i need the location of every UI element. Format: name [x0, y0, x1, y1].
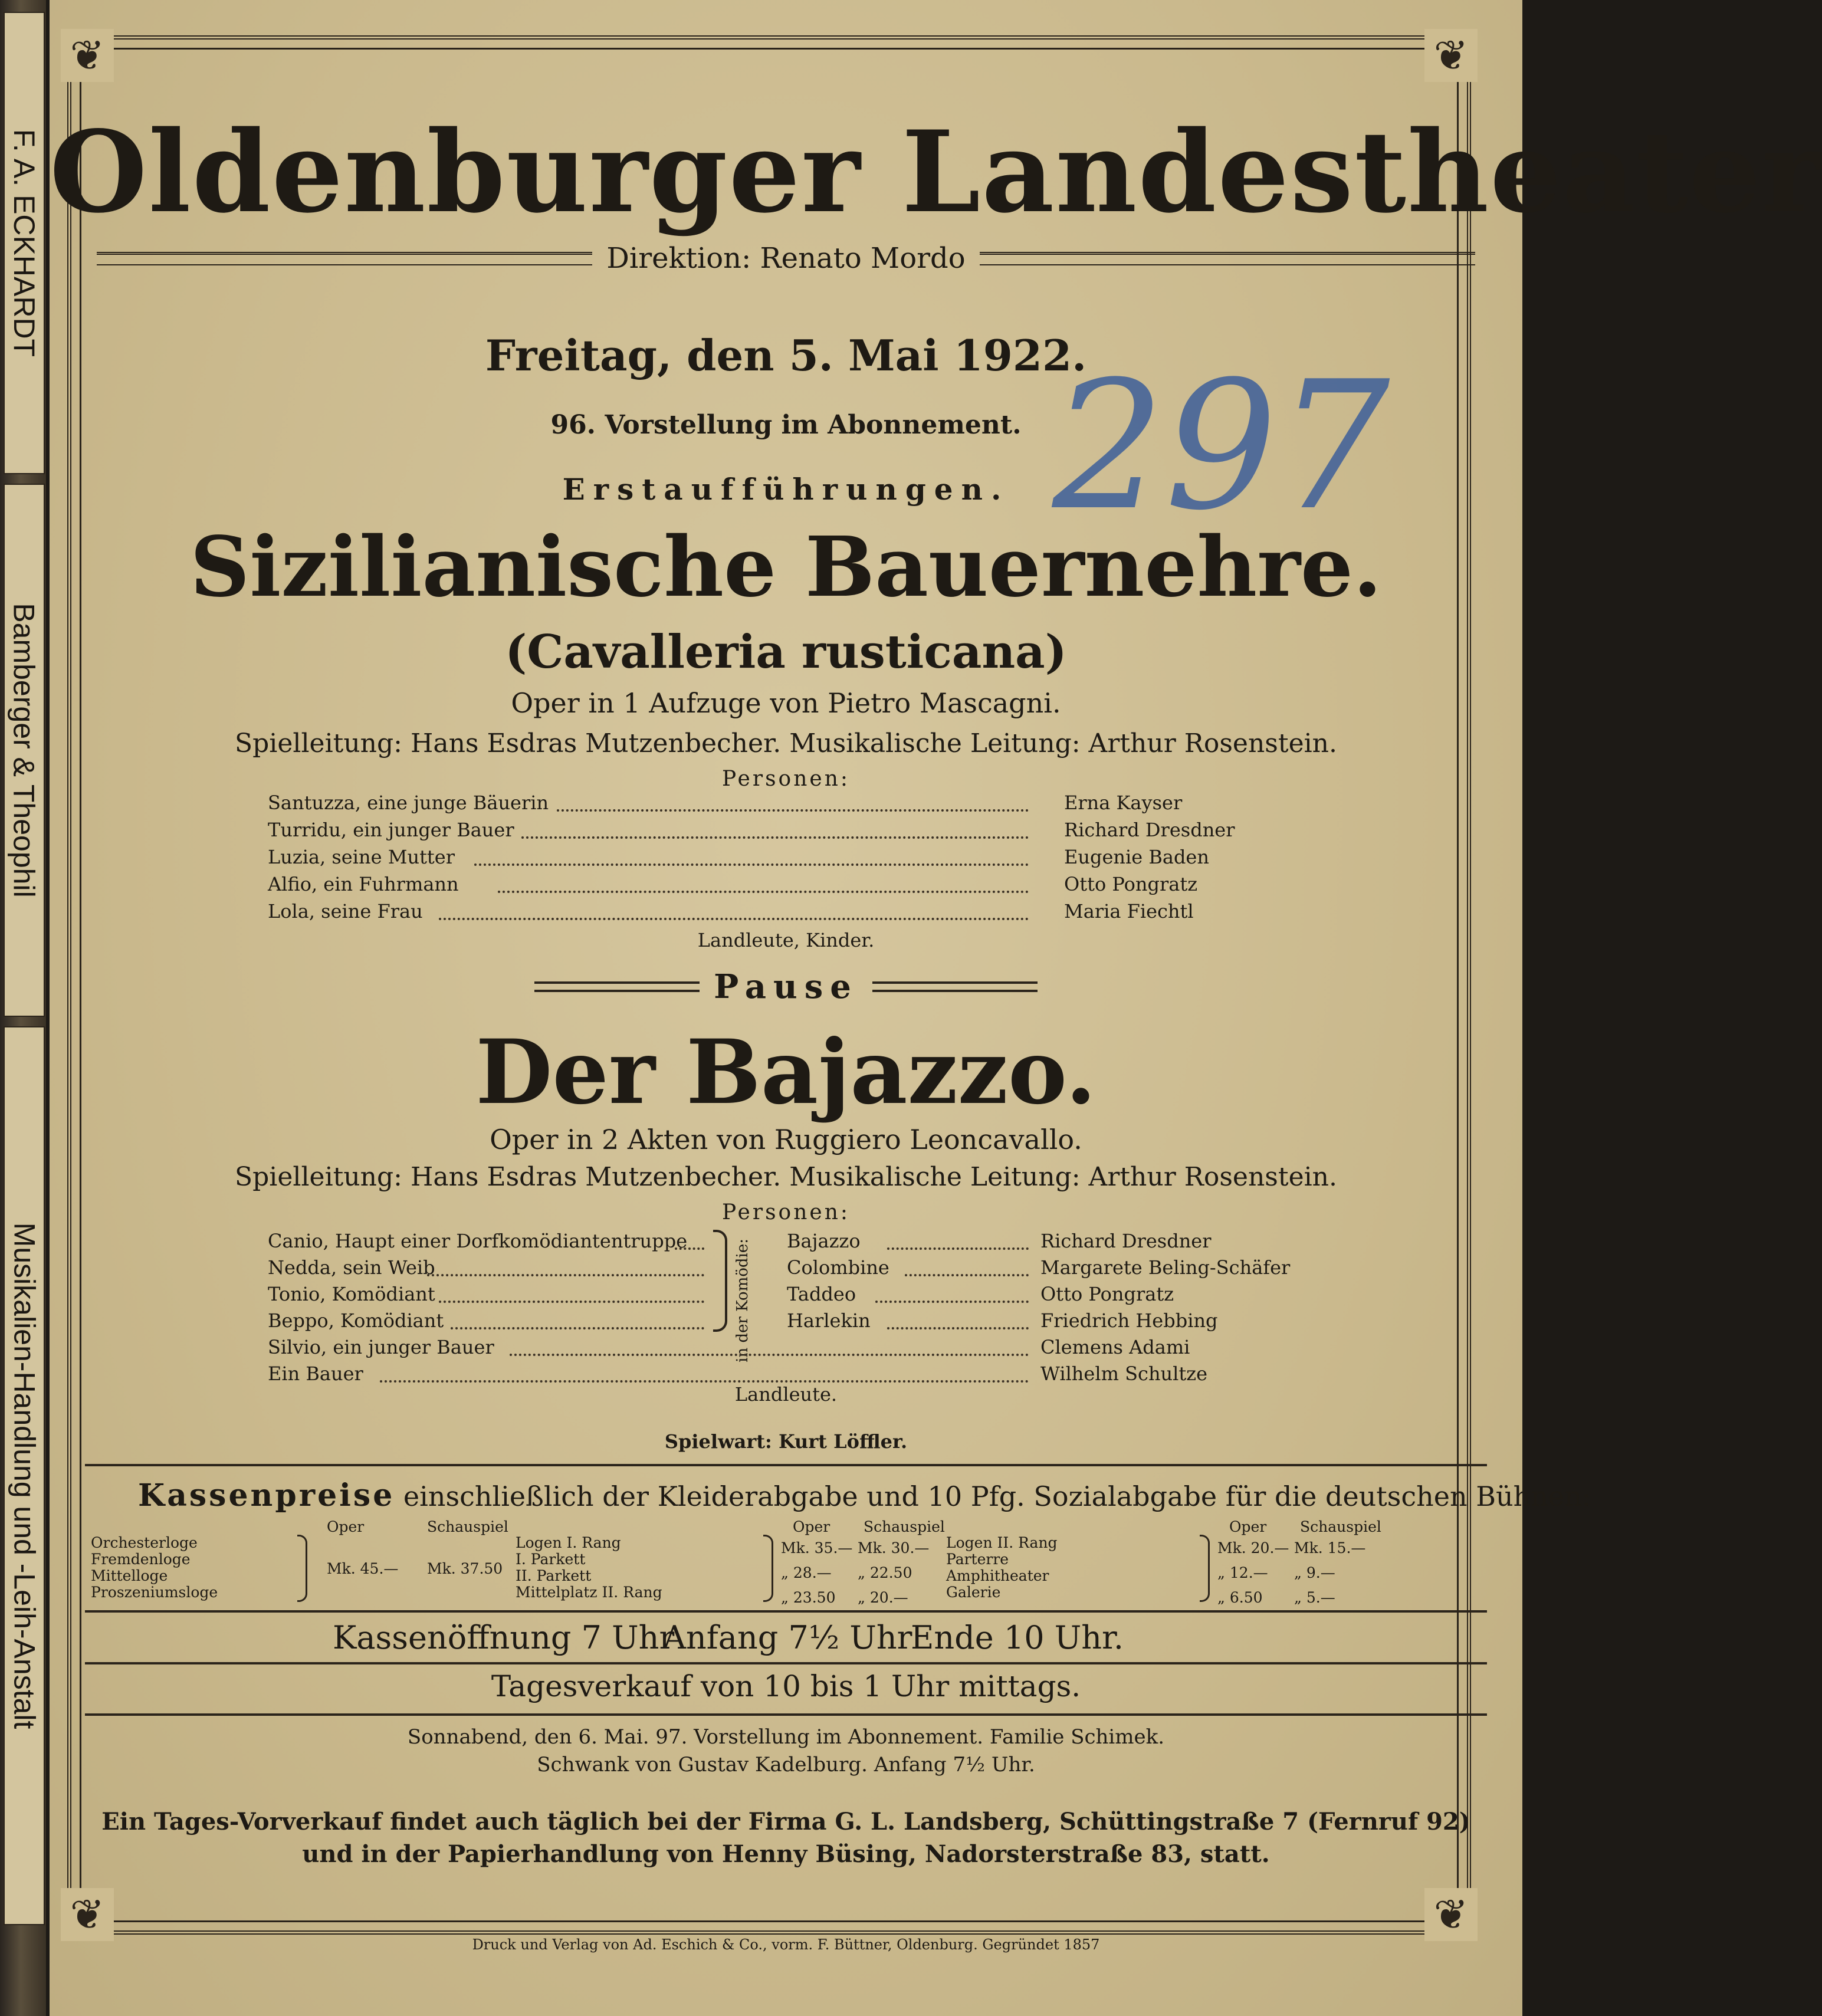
spine-label-bamberger: Bamberger & Theophil [4, 484, 45, 1017]
play1-cast-role: Santuzza, eine junge Bäuerin [268, 792, 549, 814]
leader-dots [510, 1354, 1029, 1356]
flourish-left [97, 252, 592, 265]
leader-dots [439, 1301, 704, 1303]
play2-cast-actor: Clemens Adami [1040, 1336, 1190, 1358]
play2-cast-character: Harlekin [787, 1309, 871, 1332]
erstauffuehrungen: Erstaufführungen. [562, 472, 1010, 507]
playbill-content [50, 0, 1822, 2016]
vorverkauf-line2: und in der Papierhandlung von Henny Büsing, Nadorsterstraße 83, statt. [302, 1840, 1270, 1868]
corner-ornament-icon: ❦ [1424, 29, 1478, 82]
play1-subtitle: (Cavalleria rusticana) [505, 625, 1067, 679]
pause-label: Pause [714, 967, 858, 1006]
leader-dots [887, 1247, 1029, 1250]
play2-cast-actor: Margarete Beling-Schäfer [1040, 1256, 1291, 1279]
play2-cast-role: Canio, Haupt einer Dorfkomödiantentruppe [268, 1230, 688, 1252]
price-col-oper: Oper [1229, 1518, 1267, 1535]
play1-title: Sizilianische Bauernehre. [190, 519, 1382, 616]
play2-cast-character: Taddeo [787, 1283, 856, 1305]
performance-date: Freitag, den 5. Mai 1922. [485, 330, 1087, 380]
spine-label-eckhardt: F. A. ECKHARDT [4, 12, 45, 474]
price-col-schauspiel: Schauspiel [864, 1518, 945, 1535]
play1-cast-role: Turridu, ein junger Bauer [268, 819, 514, 841]
play2-cast-role: Silvio, ein junger Bauer [268, 1336, 494, 1358]
play2-cast-actor: Otto Pongratz [1040, 1283, 1174, 1305]
prices-heading-bold: Kassenpreise [138, 1477, 395, 1513]
pause-line-right [872, 981, 1038, 992]
tagesverkauf: Tagesverkauf von 10 bis 1 Uhr mittags. [491, 1669, 1081, 1703]
leader-dots [427, 1274, 704, 1276]
anfang-time: Anfang 7½ Uhr [663, 1619, 912, 1656]
direktion-text: Direktion: Renato Mordo [606, 242, 966, 275]
price-value: Mk. 45.— [327, 1560, 399, 1577]
spielwart: Spielwart: Kurt Löffler. [664, 1430, 908, 1453]
play2-opera-info: Oper in 2 Akten von Ruggiero Leoncavallo. [490, 1124, 1082, 1155]
play2-cast-actor: Richard Dresdner [1040, 1230, 1212, 1252]
direktion-row [97, 242, 1475, 275]
price-values-schauspiel: Mk. 15.— „ 9.— „ 5.— [1294, 1539, 1366, 1606]
price-group-3-seats: Logen II. Rang Parterre Amphitheater Galerie [946, 1534, 1058, 1601]
next-performance-line2: Schwank von Gustav Kadelburg. Anfang 7½ Uhr. [537, 1753, 1035, 1777]
pause-divider [50, 967, 1522, 1006]
leader-dots [905, 1274, 1029, 1276]
price-value: Mk. 37.50 [427, 1560, 503, 1577]
spine-label-musikalien: Musikalien-Handlung und -Leih-Anstalt [4, 1026, 45, 1925]
play2-cast-role: Beppo, Komödiant [268, 1309, 444, 1332]
leader-dots [498, 891, 1029, 893]
play2-cast-role: Tonio, Komödiant [268, 1283, 435, 1305]
prices-heading [138, 1477, 1591, 1513]
play2-cast-character: Bajazzo [787, 1230, 861, 1252]
price-group-2-seats: Logen I. Rang I. Parkett II. Parkett Mittelplatz II. Rang [516, 1534, 662, 1601]
price-col-schauspiel: Schauspiel [427, 1518, 508, 1535]
play1-cast-role: Alfio, ein Fuhrmann [268, 873, 459, 895]
price-col-oper: Oper [327, 1518, 365, 1535]
price-group-1-seats: Orchesterloge Fremdenloge Mittelloge Proszeniumsloge [91, 1534, 218, 1601]
printer-imprint: Druck und Verlag von Ad. Eschich & Co., vorm. F. Büttner, Oldenburg. Gegründet 1857 [472, 1936, 1100, 1953]
corner-ornament-icon: ❦ [61, 29, 114, 82]
play2-cast-role: Nedda, sein Weib [268, 1256, 435, 1279]
divider-rule [85, 1662, 1487, 1664]
in-der-komoedie-label: in der Komödie: [734, 1239, 751, 1362]
play2-personen-label: Personen: [721, 1200, 851, 1224]
next-performance-line1: Sonnabend, den 6. Mai. 97. Vorstellung im Abonnement. Familie Schimek. [407, 1725, 1165, 1749]
handwritten-number-text: 297 [1052, 343, 1390, 549]
divider-rule [85, 1610, 1487, 1613]
play2-cast-role: Ein Bauer [268, 1362, 363, 1385]
pause-line-left [534, 981, 700, 992]
divider-rule [85, 1464, 1487, 1466]
ende-time: Ende 10 Uhr. [911, 1619, 1124, 1656]
price-values-schauspiel: Mk. 30.— „ 22.50 „ 20.— [858, 1539, 930, 1606]
price-col-schauspiel: Schauspiel [1300, 1518, 1381, 1535]
price-brace [763, 1535, 773, 1602]
kassenoeffnung: Kassenöffnung 7 Uhr [333, 1619, 675, 1656]
play1-leitung: Spielleitung: Hans Esdras Mutzenbecher. Musikalische Leitung: Arthur Rosenstein. [234, 728, 1338, 759]
play1-personen-label: Personen: [721, 767, 851, 791]
flourish-right [980, 252, 1475, 265]
price-brace [297, 1535, 307, 1602]
vorverkauf-line1: Ein Tages-Vorverkauf findet auch täglich bei der Firma G. L. Landsberg, Schüttingstraße 7 (Fernruf 92) [101, 1808, 1470, 1836]
price-values-oper: Mk. 20.— „ 12.— „ 6.50 [1217, 1539, 1289, 1606]
play2-cast-actor: Wilhelm Schultze [1040, 1362, 1208, 1385]
play1-cast-role: Luzia, seine Mutter [268, 846, 455, 868]
komoedie-brace [713, 1230, 727, 1332]
play1-cast-role: Lola, seine Frau [268, 900, 423, 922]
price-col-oper: Oper [793, 1518, 830, 1535]
play2-extras: Landleute. [734, 1383, 838, 1406]
leader-dots [474, 863, 1029, 866]
play1-cast-actor: Maria Fiechtl [1064, 900, 1194, 922]
play2-cast-actor: Friedrich Hebbing [1040, 1309, 1218, 1332]
divider-rule [85, 1713, 1487, 1716]
play1-cast-actor: Otto Pongratz [1064, 873, 1198, 895]
price-brace [1200, 1535, 1210, 1602]
leader-dots [451, 1327, 704, 1329]
corner-ornament-icon: ❦ [61, 1888, 114, 1941]
play1-cast-actor: Erna Kayser [1064, 792, 1183, 814]
play1-opera-info: Oper in 1 Aufzuge von Pietro Mascagni. [511, 687, 1061, 719]
play2-leitung: Spielleitung: Hans Esdras Mutzenbecher. Musikalische Leitung: Arthur Rosenstein. [234, 1162, 1338, 1192]
play2-cast-character: Colombine [787, 1256, 889, 1279]
leader-dots [521, 836, 1029, 839]
vorstellung-note: 96. Vorstellung im Abonnement. [550, 410, 1022, 440]
leader-dots [887, 1327, 1029, 1329]
corner-ornament-icon: ❦ [1424, 1888, 1478, 1941]
play1-extras: Landleute, Kinder. [697, 929, 875, 951]
leader-dots [380, 1380, 1029, 1383]
play1-cast-actor: Richard Dresdner [1064, 819, 1235, 841]
theater-title: Oldenburger Landestheater [50, 106, 1822, 238]
leader-dots [557, 809, 1029, 812]
price-values-oper: Mk. 35.— „ 28.— „ 23.50 [781, 1539, 853, 1606]
leader-dots [675, 1247, 704, 1250]
prices-heading-rest: einschließlich der Kleiderabgabe und 10 Pfg. Sozialabgabe für die deutschen Bühnen: [403, 1480, 1591, 1512]
leader-dots [439, 918, 1029, 920]
book-spine [0, 0, 46, 2016]
play1-cast-actor: Eugenie Baden [1064, 846, 1209, 868]
play2-title: Der Bajazzo. [475, 1020, 1097, 1124]
leader-dots [875, 1301, 1029, 1303]
